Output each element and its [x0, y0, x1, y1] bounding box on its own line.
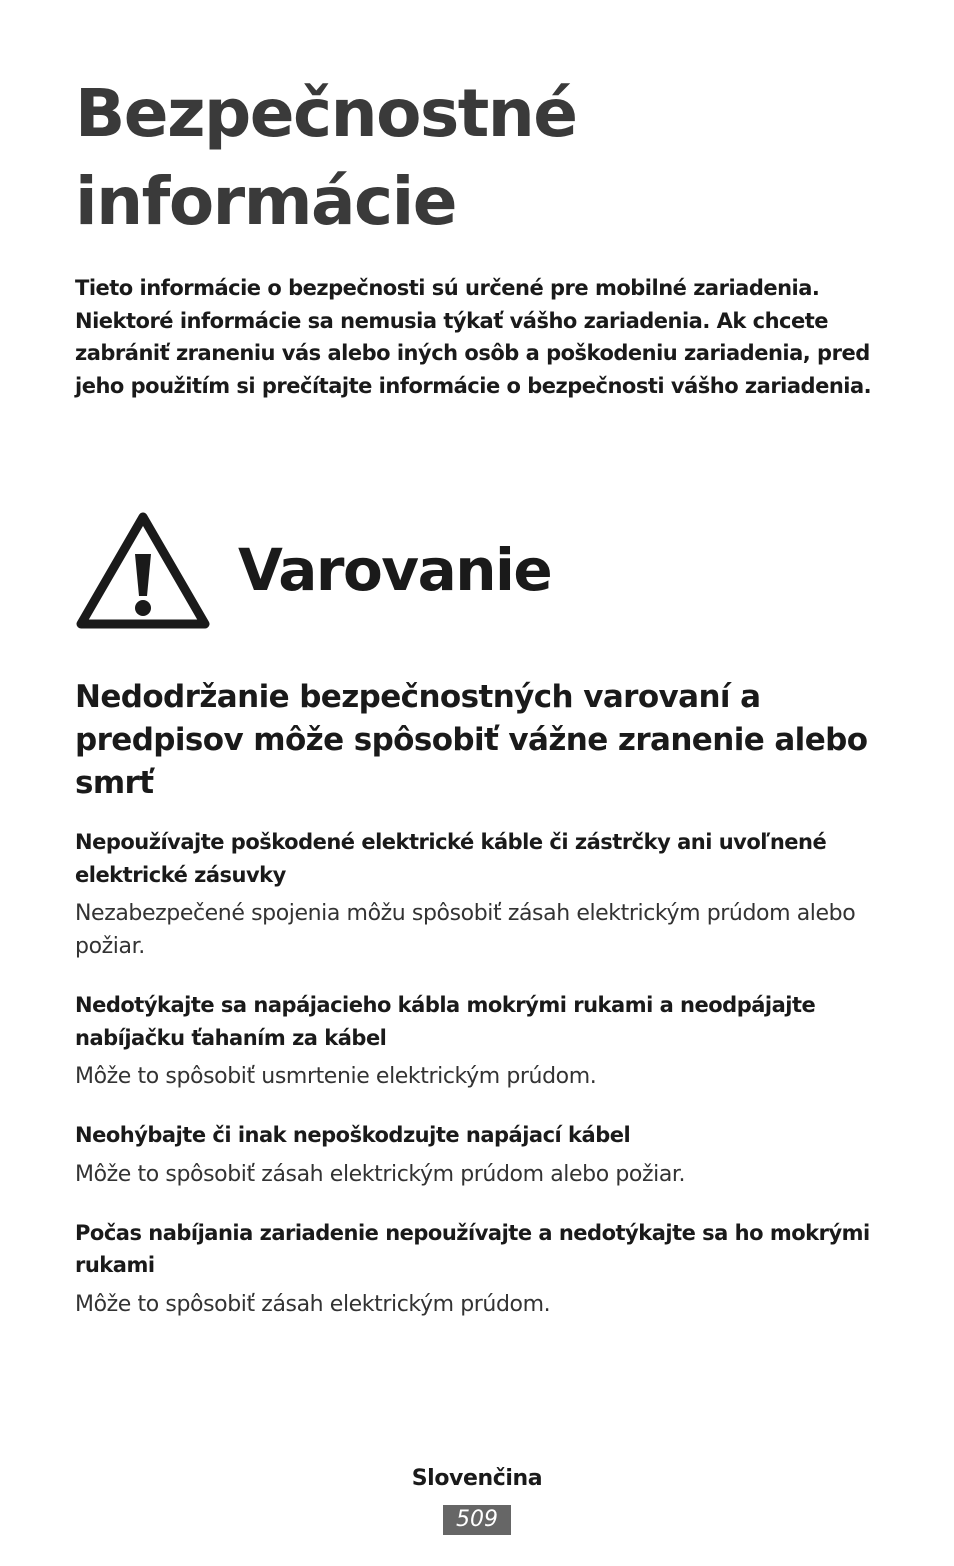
safety-item-body: Môže to spôsobiť zásah elektrickým prúdom alebo požiar. — [75, 1161, 686, 1187]
safety-items-list — [75, 826, 875, 1347]
section-heading: Nedodržanie bezpečnostných varovaní a predpisov môže spôsobiť vážne zranenie alebo smrť — [75, 679, 868, 801]
safety-item-title: Počas nabíjania zariadenie nepoužívajte a nedotýkajte sa ho mokrými rukami — [75, 1220, 870, 1277]
safety-item-body: Nezabezpečené spojenia môžu spôsobiť zásah elektrickým prúdom alebo požiar. — [75, 901, 856, 959]
page-number: 509 — [443, 1505, 511, 1535]
safety-item-title: Neohýbajte či inak nepoškodzujte napájací kábel — [75, 1123, 631, 1147]
safety-item-body: Môže to spôsobiť usmrtenie elektrickým prúdom. — [75, 1064, 597, 1089]
safety-item — [75, 1119, 875, 1191]
safety-item-body: Môže to spôsobiť zásah elektrickým prúdom. — [75, 1291, 551, 1317]
safety-item — [75, 826, 875, 963]
page-title: Bezpečnostné informácie — [75, 75, 577, 240]
intro-paragraph: Tieto informácie o bezpečnosti sú určené pre mobilné zariadenia. Niektoré informácie sa nemusia týkať vášho zariadenia. Ak chcete zabrániť zraneniu vás alebo iných osôb a poškodeniu zariadenia, pred jeho použitím si prečítajte informácie o bezpečnosti vášho zariadenia. — [75, 276, 872, 398]
safety-item — [75, 1217, 875, 1321]
warning-title: Varovanie — [238, 536, 552, 604]
safety-item-title: Nedotýkajte sa napájacieho kábla mokrými rukami a neodpájajte nabíjačku ťahaním za kábel — [75, 993, 816, 1050]
warning-header — [75, 510, 875, 635]
footer-language: Slovenčina — [411, 1466, 543, 1491]
warning-triangle-icon — [75, 510, 211, 632]
safety-item — [75, 989, 875, 1093]
safety-item-title: Nepoužívajte poškodené elektrické káble či zástrčky ani uvoľnené elektrické zásuvky — [75, 830, 827, 887]
